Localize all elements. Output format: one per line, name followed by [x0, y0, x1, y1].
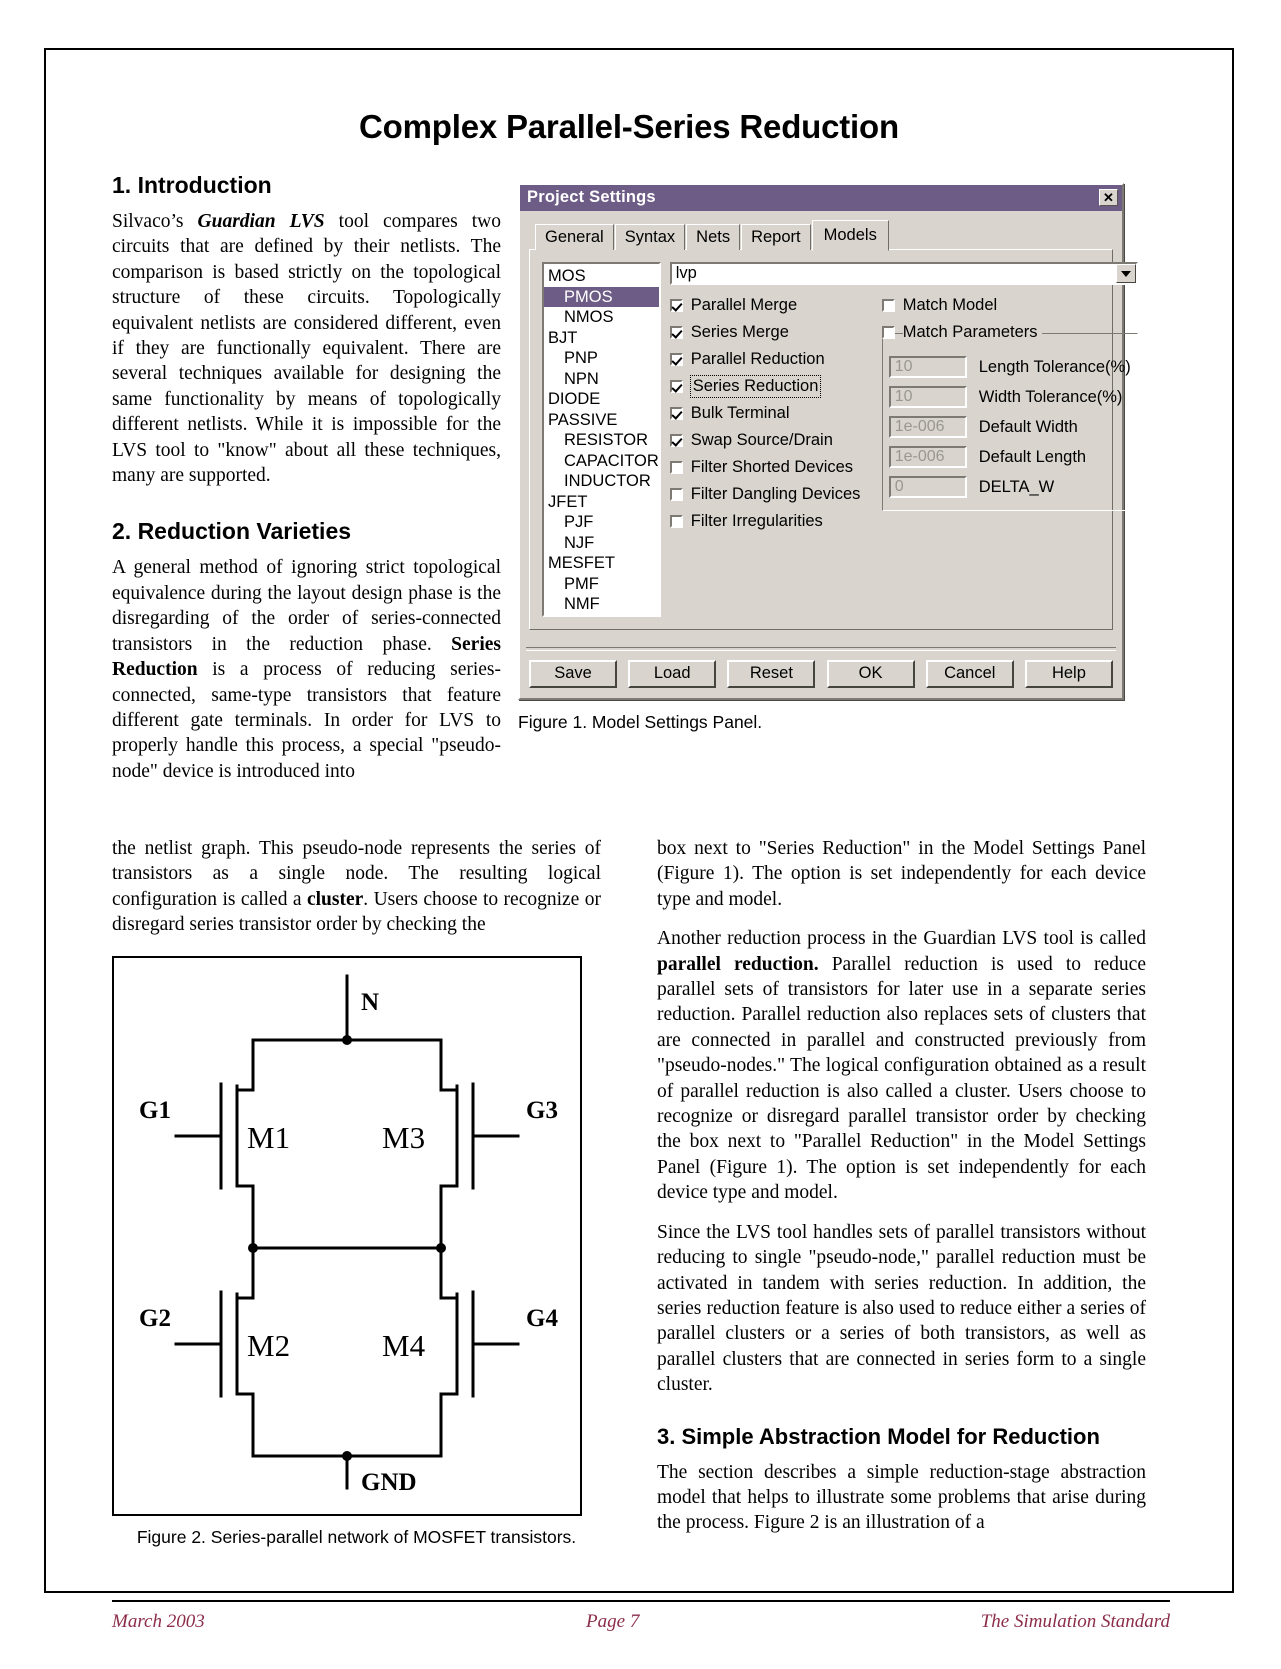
varieties-text-c: is a process of reducing series-connected, same-type transistors that feature different gate terminals. In order for LVS to properly handle this process, a special "pseudo-node" device is introduced into — [112, 659, 501, 782]
label-default-length: Default Length — [978, 447, 1087, 466]
paragraph-right-2 — [657, 926, 1146, 1205]
checkbox-row-series-reduction[interactable] — [670, 373, 870, 400]
checkbox-filter-irregularities[interactable] — [670, 515, 683, 528]
label-width-tolerance: Width Tolerance(%) — [978, 387, 1123, 406]
footer-publication: The Simulation Standard — [980, 1611, 1170, 1632]
page-footer — [112, 1600, 1170, 1633]
tree-item-capacitor[interactable]: CAPACITOR — [564, 451, 659, 470]
heading-abstraction-model: 3. Simple Abstraction Model for Reduction — [657, 1423, 1100, 1449]
dialog-button-row — [520, 651, 1122, 698]
checkbox-row-parallel-reduction[interactable] — [670, 346, 870, 373]
label-transistor-m4: M4 — [382, 1327, 426, 1363]
checkbox-series-merge[interactable] — [670, 326, 683, 339]
tab-bar — [529, 219, 1113, 250]
page-title: Complex Parallel-Series Reduction — [359, 108, 899, 145]
checkbox-parallel-reduction[interactable] — [670, 353, 683, 366]
midleft-text-c: . Users choose to recognize or disregard series transistor order by checking the — [112, 888, 601, 936]
tree-item-passive[interactable]: PASSIVE — [548, 410, 618, 429]
checkbox-match-parameters[interactable] — [882, 326, 895, 339]
checkbox-parallel-merge[interactable] — [670, 299, 683, 312]
label-transistor-m1: M1 — [247, 1119, 291, 1155]
upper-region — [112, 172, 1146, 832]
options-columns — [670, 292, 1138, 535]
label-filter-shorted-devices: Filter Shorted Devices — [690, 458, 854, 476]
figure-2-caption: Figure 2. Series-parallel network of MOSFET transistors. — [136, 1526, 577, 1547]
checkbox-row-filter-shorted-devices[interactable] — [670, 454, 870, 481]
right2-text-c: Parallel reduction is used to reduce parallel sets of transistors for later use in a separate series reduction. Parallel reduction also replaces sets of clusters that are connected in parallel and constructed previously from "pseudo-nodes." The logical configuration obtained as a result of parallel reduction is also called a cluster. Users choose to recognize or disregard parallel transistor order by checking the box next to "Parallel Reduction" in the Model Settings Panel (Figure 1). The option is set independently for each device type and model. — [657, 953, 1146, 1204]
tree-item-npn[interactable]: NPN — [564, 369, 599, 388]
checkbox-row-match-parameters[interactable] — [882, 319, 1138, 346]
parameters-group — [882, 333, 1138, 511]
dialog-body — [520, 211, 1131, 639]
input-delta-w[interactable]: 0 — [889, 476, 967, 498]
paragraph-introduction — [112, 209, 501, 488]
input-width-tolerance[interactable]: 10 — [889, 386, 967, 408]
checkbox-match-model[interactable] — [882, 299, 895, 312]
label-delta-w: DELTA_W — [978, 477, 1055, 496]
footer-date: March 2003 — [112, 1611, 205, 1632]
label-filter-irregularities: Filter Irregularities — [690, 512, 823, 530]
paragraph-abstraction: The section describes a simple reduction-stage abstraction model that helps to illustrate some problems that arise during the process. Figure 2 is an illustration of a — [657, 1461, 1146, 1534]
label-series-merge: Series Merge — [690, 323, 789, 341]
tree-item-resistor[interactable]: RESISTOR — [564, 431, 649, 449]
intro-text-a: Silvaco’s — [112, 211, 198, 232]
intro-text-c: tool compares two circuits that are defined by their netlists. The comparison is based strictly on the topological structure of these circuits. Topologically equivalent netlists are considered different, even if they are functionally equivalent. There are several techniques available for designing the same functionality by means of topologically different netlists. While it is impossible for the LVS tool to "know" about all these techniques, many are supported. — [112, 211, 501, 487]
ok-button[interactable]: OK — [827, 660, 915, 688]
label-gate-g3: G3 — [526, 1096, 558, 1124]
close-icon[interactable]: ✕ — [1099, 189, 1118, 206]
paragraph-midleft — [112, 836, 601, 938]
tree-item-pnp[interactable]: PNP — [564, 349, 598, 367]
checkbox-row-swap-source-drain[interactable] — [670, 427, 870, 454]
model-select[interactable] — [670, 262, 1138, 285]
left-text-column — [112, 172, 501, 784]
tab-models[interactable]: Models — [812, 220, 889, 251]
device-type-tree[interactable] — [542, 262, 661, 617]
tree-item-njf[interactable]: NJF — [564, 533, 595, 552]
label-gate-g2: G2 — [139, 1304, 171, 1332]
checkbox-bulk-terminal[interactable] — [670, 407, 683, 420]
help-button[interactable]: Help — [1025, 660, 1113, 688]
heading-introduction: 1. Introduction — [112, 172, 272, 198]
tree-item-bjt[interactable]: BJT — [548, 328, 578, 347]
cancel-button[interactable]: Cancel — [926, 660, 1014, 688]
tree-item-inductor[interactable]: INDUCTOR — [564, 472, 651, 490]
tree-item-mos[interactable]: MOS — [548, 267, 586, 285]
chevron-down-icon[interactable] — [1116, 264, 1136, 283]
tree-item-pmf[interactable]: PMF — [564, 574, 599, 593]
label-match-parameters: Match Parameters — [903, 323, 1042, 342]
label-filter-dangling-devices: Filter Dangling Devices — [690, 485, 861, 503]
checkbox-series-reduction[interactable] — [670, 380, 683, 393]
dialog-titlebar — [520, 185, 1122, 211]
right2-text-a: Another reduction process in the Guardian LVS tool is called — [657, 928, 1146, 950]
figure-2 — [112, 956, 582, 1516]
reset-button[interactable]: Reset — [727, 660, 815, 688]
column-left — [112, 836, 601, 1548]
tab-report[interactable]: Report — [741, 224, 811, 250]
tree-item-jfet[interactable]: JFET — [548, 492, 588, 511]
column-right — [657, 836, 1146, 1548]
footer-divider — [112, 1600, 1170, 1602]
model-select-value: lvp — [675, 264, 697, 282]
label-node-n: N — [361, 988, 380, 1016]
label-series-reduction: Series Reduction — [692, 377, 819, 395]
label-gate-g1: G1 — [139, 1096, 171, 1124]
options-left-column — [670, 292, 870, 535]
footer-content — [112, 1611, 1170, 1633]
checkbox-row-filter-irregularities[interactable] — [670, 508, 870, 535]
models-options-pane — [661, 262, 1138, 617]
two-column-region — [112, 836, 1146, 1548]
label-default-width: Default Width — [978, 417, 1078, 436]
models-tab-pane — [529, 249, 1131, 630]
checkbox-row-bulk-terminal[interactable] — [670, 400, 870, 427]
field-row-default-length — [889, 442, 1131, 472]
footer-page-number: Page 7 — [586, 1611, 640, 1632]
paragraph-right-1: box next to "Series Reduction" in the Model Settings Panel (Figure 1). The option is set independently for each device type and model. — [657, 838, 1146, 910]
checkbox-filter-dangling-devices[interactable] — [670, 488, 683, 501]
tab-syntax[interactable]: Syntax — [615, 224, 685, 250]
input-length-tolerance[interactable]: 10 — [889, 356, 967, 378]
label-transistor-m2: M2 — [247, 1327, 291, 1363]
checkbox-row-series-merge[interactable] — [670, 319, 870, 346]
options-right-column — [870, 292, 1138, 535]
label-gate-g4: G4 — [526, 1304, 558, 1332]
midleft-text-a: the netlist graph. This pseudo-node represents the series of transistors as a single node. The resulting logical configuration is called a — [112, 838, 601, 910]
input-default-width[interactable]: 1e-006 — [889, 416, 967, 438]
tree-item-mesfet[interactable]: MESFET — [548, 554, 615, 572]
label-length-tolerance: Length Tolerance(%) — [978, 357, 1131, 376]
field-row-default-width — [889, 412, 1131, 442]
field-row-delta-w — [889, 472, 1131, 502]
label-swap-source-drain: Swap Source/Drain — [690, 431, 833, 449]
tab-nets[interactable]: Nets — [686, 224, 740, 250]
varieties-text-a: A general method of ignoring strict topological equivalence during the layout design phase is the disregarding of the order of series-connected transistors in the reduction phase. — [112, 557, 501, 655]
tree-item-nmos[interactable]: NMOS — [564, 308, 614, 326]
label-match-model: Match Model — [902, 296, 998, 314]
save-button[interactable]: Save — [529, 660, 617, 688]
field-row-width-tolerance — [889, 382, 1131, 412]
varieties-term-series-reduction: Series Reduction — [112, 633, 501, 681]
paragraph-reduction-varieties — [112, 555, 501, 784]
project-settings-dialog[interactable] — [518, 183, 1131, 700]
paragraph-right-3: Since the LVS tool handles sets of parallel transistors without reducing to single "pseudo-node," parallel reduction must be activated in tandem with series reduction. In addition, the series reduction feature is also used to reduce either a series of parallel clusters or a series of both transistors, as well as parallel clusters that are connected in series form to a single cluster. — [657, 1221, 1146, 1396]
load-button[interactable]: Load — [628, 660, 716, 688]
label-transistor-m3: M3 — [382, 1119, 426, 1155]
field-row-length-tolerance — [889, 352, 1131, 382]
checkbox-filter-shorted-devices[interactable] — [670, 461, 683, 474]
midleft-term-cluster: cluster — [306, 888, 364, 910]
label-parallel-reduction: Parallel Reduction — [690, 350, 825, 368]
checkbox-swap-source-drain[interactable] — [670, 434, 683, 447]
dialog-title-text: Project Settings — [527, 188, 656, 206]
heading-reduction-varieties: 2. Reduction Varieties — [112, 518, 352, 545]
intro-product-name: Guardian LVS — [197, 211, 325, 232]
label-bulk-terminal: Bulk Terminal — [690, 404, 790, 422]
tree-item-diode[interactable]: DIODE — [548, 390, 601, 408]
document-body — [112, 86, 1146, 1548]
input-default-length[interactable]: 1e-006 — [889, 446, 967, 468]
figure-1-caption: Figure 1. Model Settings Panel. — [518, 711, 763, 732]
tree-item-pmos[interactable]: PMOS — [544, 287, 659, 308]
figure-2-circuit — [114, 958, 580, 1514]
right2-term-parallel-reduction: parallel reduction. — [657, 953, 819, 975]
figure-1 — [518, 183, 1130, 733]
tree-item-pjf[interactable]: PJF — [564, 513, 594, 531]
tab-general[interactable]: General — [535, 224, 614, 250]
checkbox-row-filter-dangling-devices[interactable] — [670, 481, 870, 508]
label-node-gnd: GND — [361, 1468, 417, 1496]
label-parallel-merge: Parallel Merge — [690, 296, 798, 314]
tree-item-nmf[interactable]: NMF — [564, 595, 600, 613]
checkbox-row-parallel-merge[interactable] — [670, 292, 870, 319]
checkbox-row-match-model[interactable] — [882, 292, 1138, 319]
